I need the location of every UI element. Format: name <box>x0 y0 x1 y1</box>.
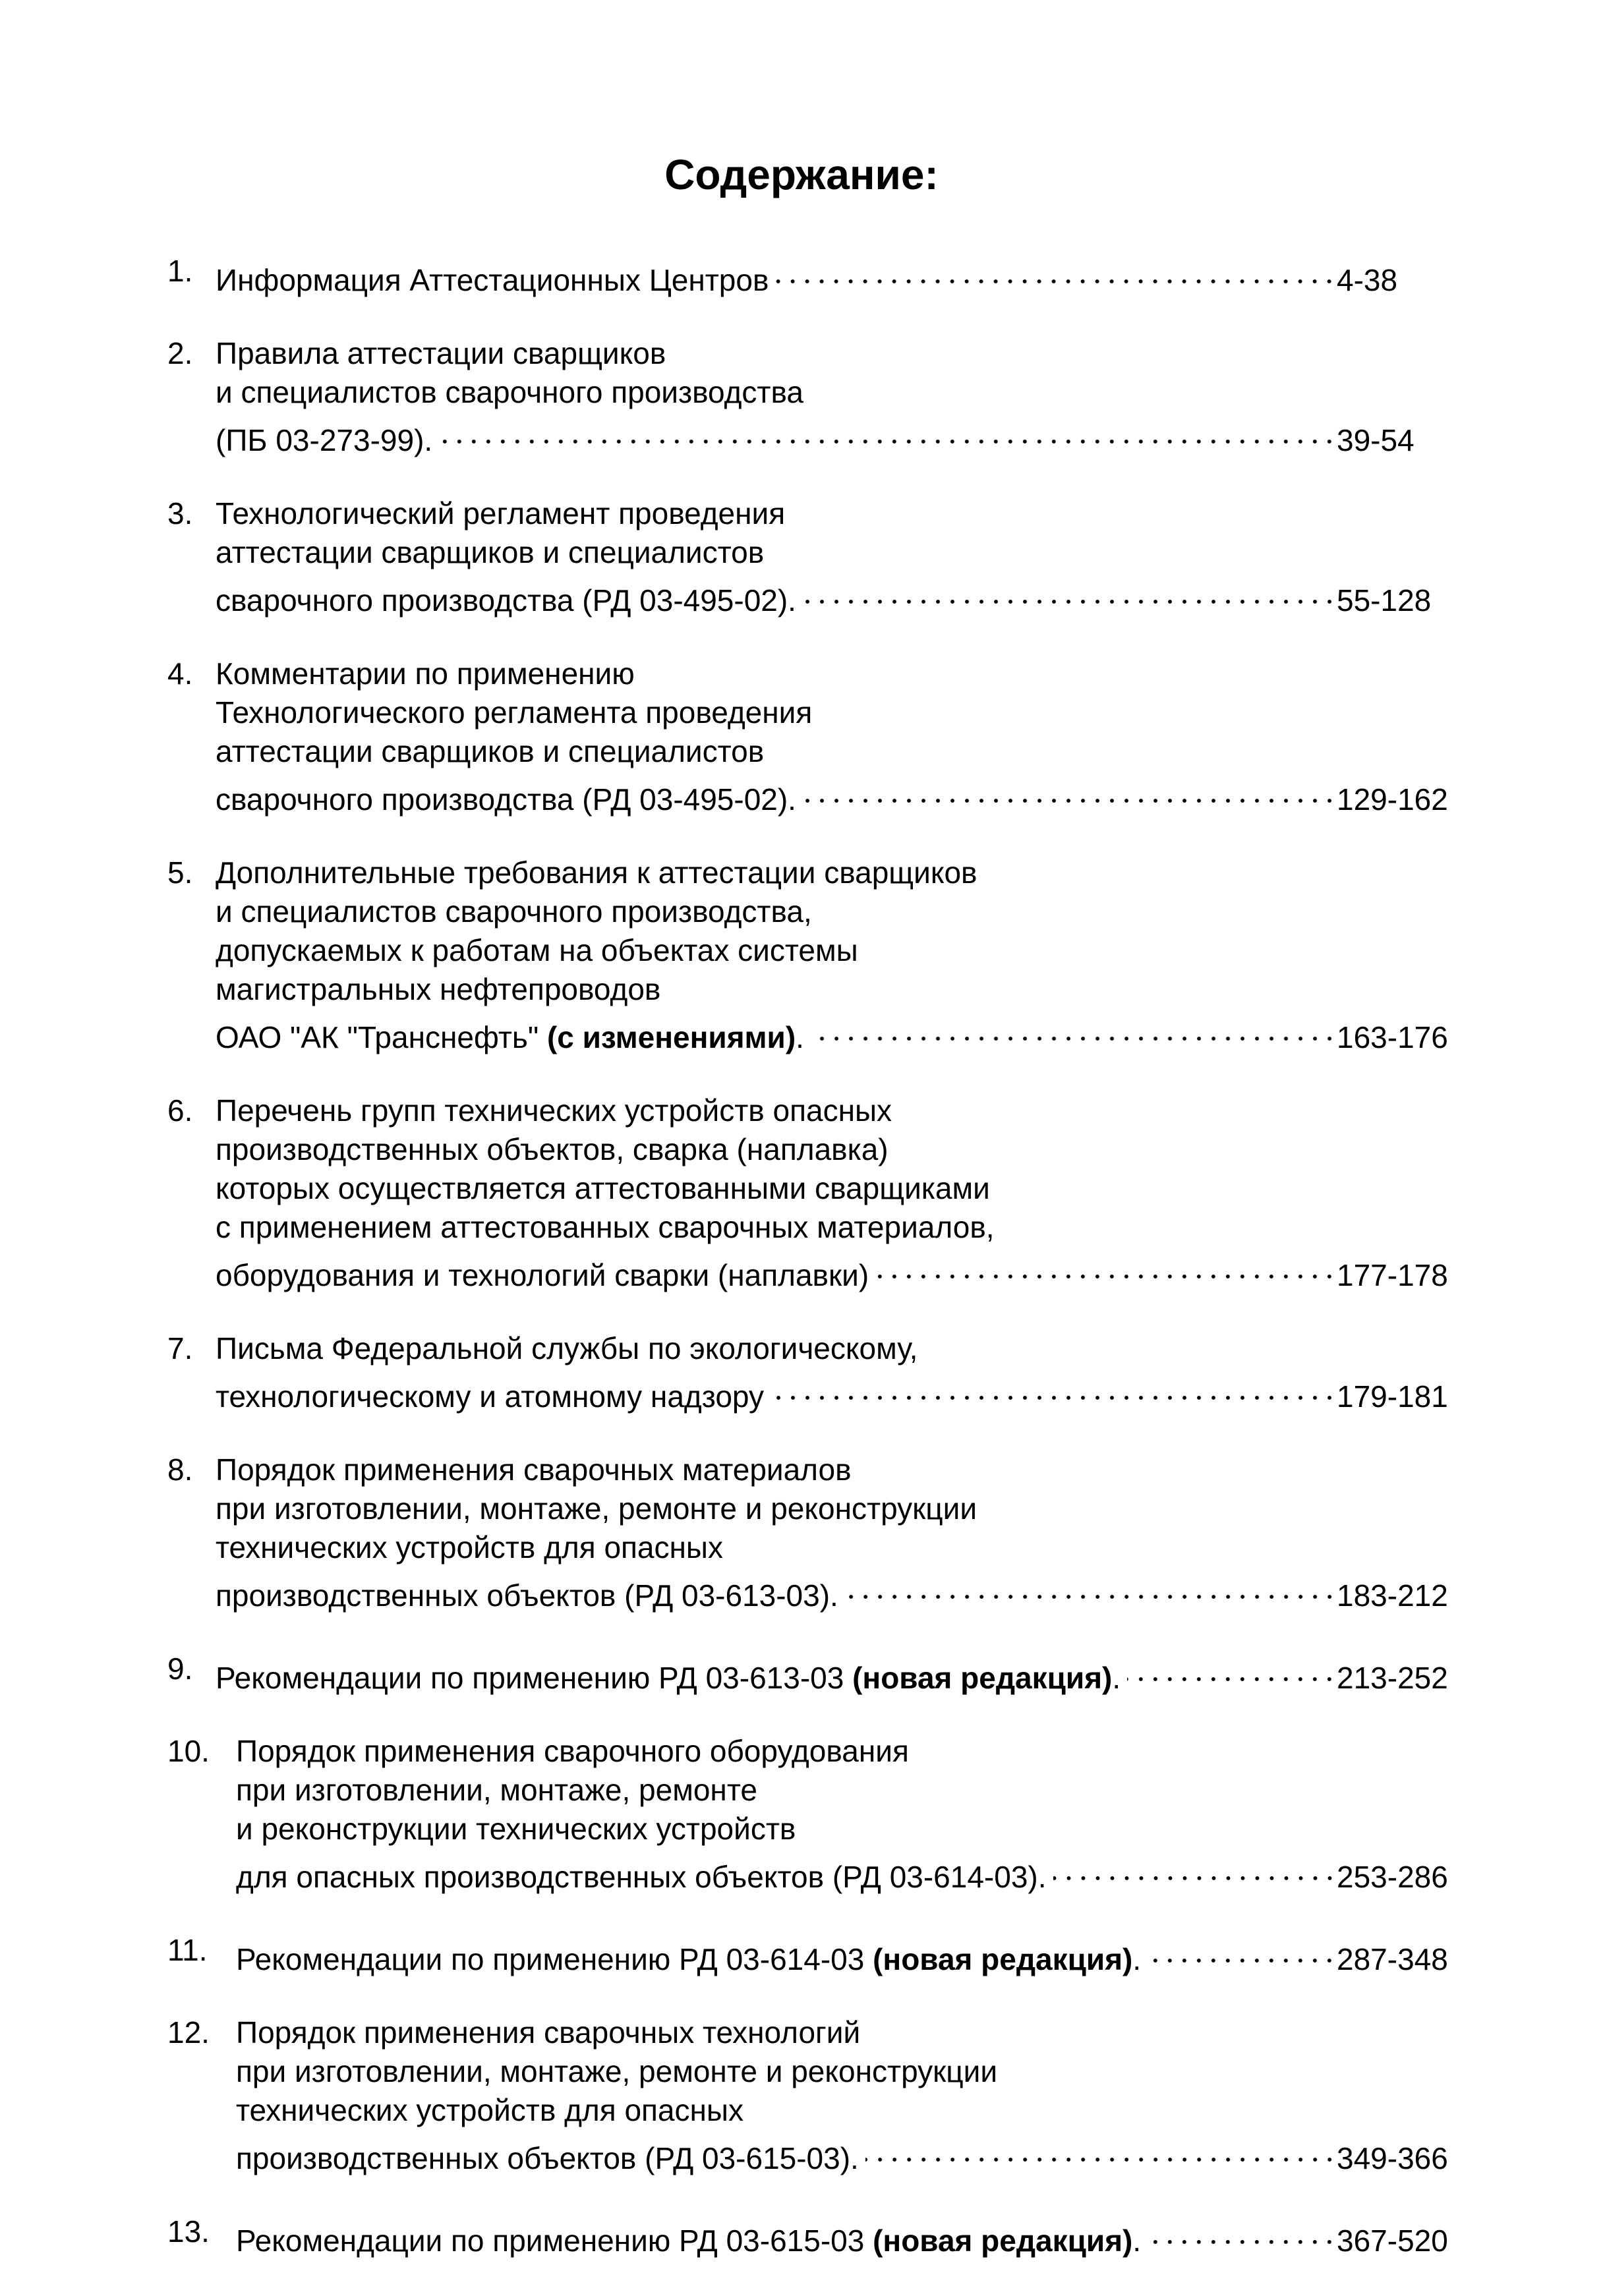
entry-title-line: и специалистов сварочного производства <box>216 375 803 409</box>
entry-number: 8. <box>167 1452 193 1487</box>
entry-last-line <box>216 1247 1486 1295</box>
entry-bold-note: (с изменениями) <box>546 1020 796 1054</box>
entry-title-line: и реконструкции технических устройств <box>236 1812 796 1846</box>
entry-number: 3. <box>167 496 193 531</box>
entry-title-line <box>236 1858 1047 1897</box>
entry-bold-note: (новая редакция) <box>873 2224 1133 2258</box>
entry-title-line: Технологический регламент проведения <box>216 496 786 531</box>
toc-entry[interactable] <box>167 1650 1486 1698</box>
entry-number: 12. <box>167 2015 210 2050</box>
dot-leader <box>845 1567 1337 1606</box>
entry-last-line <box>216 1650 1486 1698</box>
page-range: 129-162 <box>1337 782 1448 817</box>
entry-title-line <box>216 1576 838 1615</box>
entry-text: производственных объектов (РД 03-615-03). <box>236 2141 859 2175</box>
entry-title-line: с применением аттестованных сварочных материалов, <box>216 1210 995 1244</box>
entry-text: производственных объектов (РД 03-613-03). <box>216 1578 838 1613</box>
entry-number: 1. <box>167 254 193 288</box>
entry-title-line: которых осуществляется аттестованными сварщиками <box>216 1171 990 1205</box>
entry-title-line: допускаемых к работам на объектах системы <box>216 933 858 967</box>
entry-body <box>216 1329 1486 1416</box>
page-range: 179-181 <box>1337 1379 1448 1414</box>
dot-leader <box>865 2130 1337 2169</box>
page-range: 55-128 <box>1337 583 1432 617</box>
toc-entry[interactable] <box>167 1091 1486 1295</box>
entry-title-line: при изготовлении, монтаже, ремонте и реконструкции <box>236 2054 998 2088</box>
entry-body <box>216 1091 1486 1295</box>
entry-title-line <box>216 261 769 300</box>
entry-text: (ПБ 03-273-99). <box>216 423 433 457</box>
page-range: 213-252 <box>1337 1661 1448 1695</box>
entry-body <box>216 494 1486 620</box>
entry-title-line: Порядок применения сварочных технологий <box>236 2015 861 2050</box>
entry-title-line: Дополнительные требования к аттестации сварщиков <box>216 855 977 890</box>
entry-number: 7. <box>167 1331 193 1365</box>
entry-title-line <box>236 2222 1141 2260</box>
entry-text-suffix: . <box>1132 1942 1142 1976</box>
entry-title-line <box>236 2139 859 2178</box>
entry-body <box>216 1450 1486 1615</box>
entry-last-line <box>216 771 1486 819</box>
entry-last-line <box>216 1567 1486 1615</box>
entry-last-line <box>236 2212 1486 2260</box>
entry-body <box>216 252 1486 300</box>
entry-last-line <box>216 1009 1486 1057</box>
entry-title-line <box>216 1377 764 1416</box>
page-range: 177-178 <box>1337 1258 1448 1292</box>
entry-title-line: технических устройств для опасных <box>236 2093 743 2127</box>
entry-body <box>216 334 1486 460</box>
entry-last-line <box>216 412 1486 460</box>
entry-number: 13. <box>167 2214 210 2249</box>
entry-last-line <box>216 1368 1486 1416</box>
page-range: 367-520 <box>1337 2224 1448 2258</box>
entry-body <box>216 1650 1486 1698</box>
entry-number: 9. <box>167 1651 193 1686</box>
toc-entry[interactable] <box>167 1450 1486 1615</box>
entry-last-line <box>216 252 1486 300</box>
entry-text-suffix: . <box>1112 1661 1121 1695</box>
entry-body <box>236 1732 1486 1897</box>
dot-leader <box>439 412 1337 451</box>
entry-number: 11. <box>167 1933 208 1967</box>
entry-title-line: Технологического регламента проведения <box>216 695 813 730</box>
page-range: 349-366 <box>1337 2141 1448 2175</box>
entry-bold-note: (новая редакция) <box>873 1942 1133 1976</box>
toc-entry[interactable] <box>167 853 1486 1057</box>
entry-text: сварочного производства (РД 03-495-02). <box>216 583 796 617</box>
toc-entry[interactable] <box>167 654 1486 819</box>
entry-text: ОАО "АК "Транснефть" <box>216 1020 547 1054</box>
toc-entry[interactable] <box>167 2212 1486 2260</box>
entry-title-line: Порядок применения сварочных материалов <box>216 1452 852 1487</box>
dot-leader <box>1053 1849 1337 1887</box>
entry-title-line <box>216 780 796 819</box>
entry-title-line: магистральных нефтепроводов <box>216 972 661 1006</box>
entry-text: Информация Аттестационных Центров <box>216 263 769 297</box>
dot-leader <box>1148 1931 1337 1970</box>
page-range: 183-212 <box>1337 1578 1448 1613</box>
entry-title-line <box>236 1940 1141 1979</box>
entry-number: 6. <box>167 1093 193 1128</box>
entry-number: 2. <box>167 336 193 370</box>
entry-title-line: Перечень групп технических устройств опасных <box>216 1093 892 1128</box>
dot-leader <box>775 252 1337 291</box>
entry-text-suffix: . <box>796 1020 804 1054</box>
toc-entry[interactable] <box>167 252 1486 300</box>
entry-text: Рекомендации по применению РД 03-614-03 <box>236 1942 873 1976</box>
entry-body <box>236 1931 1486 1979</box>
page-range: 39-54 <box>1337 423 1414 457</box>
entry-title-line: аттестации сварщиков и специалистов <box>216 535 765 569</box>
toc-entry[interactable] <box>167 1732 1486 1897</box>
entry-text: Рекомендации по применению РД 03-613-03 <box>216 1661 853 1695</box>
page-range: 163-176 <box>1337 1020 1448 1054</box>
dot-leader <box>811 1009 1337 1048</box>
entry-title-line: Правила аттестации сварщиков <box>216 336 666 370</box>
entry-title-line <box>216 1659 1121 1698</box>
toc-entry[interactable] <box>167 1329 1486 1416</box>
page-title: Содержание: <box>664 151 939 198</box>
entry-title-line: Комментарии по применению <box>216 656 635 691</box>
entry-title-line: технических устройств для опасных <box>216 1530 723 1564</box>
entry-text: для опасных производственных объектов (РД 03-614-03). <box>236 1860 1047 1894</box>
entry-title-line: Порядок применения сварочного оборудования <box>236 1734 909 1768</box>
entry-text: технологическому и атомному надзору <box>216 1379 764 1414</box>
entry-body <box>236 2212 1486 2260</box>
entry-title-line: при изготовлении, монтаже, ремонте и реконструкции <box>216 1491 977 1526</box>
entry-title-line: и специалистов сварочного производства, <box>216 894 812 929</box>
dot-leader <box>771 1368 1337 1407</box>
table-of-contents <box>167 252 1486 2295</box>
entry-number: 4. <box>167 656 193 691</box>
page-range: 287-348 <box>1337 1942 1448 1976</box>
entry-title-line <box>216 1256 869 1295</box>
entry-last-line <box>236 1849 1486 1897</box>
entry-title-line: аттестации сварщиков и специалистов <box>216 734 765 768</box>
entry-title-line <box>216 581 796 620</box>
entry-title-line: производственных объектов, сварка (наплавка) <box>216 1132 889 1166</box>
toc-entry[interactable] <box>167 334 1486 460</box>
page-range: 253-286 <box>1337 1860 1448 1894</box>
entry-text: Рекомендации по применению РД 03-615-03 <box>236 2224 873 2258</box>
toc-entry[interactable] <box>167 494 1486 620</box>
toc-entry[interactable] <box>167 1931 1486 1979</box>
entry-title-line <box>216 1018 804 1057</box>
entry-body <box>236 2013 1486 2178</box>
entry-body <box>216 654 1486 819</box>
toc-entry[interactable] <box>167 2013 1486 2178</box>
entry-text-suffix: . <box>1132 2224 1142 2258</box>
entry-last-line <box>236 1931 1486 1979</box>
entry-last-line <box>236 2130 1486 2178</box>
entry-body <box>216 853 1486 1057</box>
dot-leader <box>1148 2212 1337 2251</box>
entry-number: 10. <box>167 1734 210 1768</box>
entry-title-line <box>216 421 432 460</box>
page-range: 4-38 <box>1337 263 1398 297</box>
dot-leader <box>875 1247 1337 1286</box>
entry-last-line <box>216 572 1486 620</box>
dot-leader <box>803 572 1337 611</box>
entry-number: 5. <box>167 855 193 890</box>
dot-leader <box>803 771 1337 810</box>
entry-text: оборудования и технологий сварки (наплавки) <box>216 1258 869 1292</box>
entry-title-line: при изготовлении, монтаже, ремонте <box>236 1773 757 1807</box>
dot-leader <box>1127 1650 1337 1688</box>
entry-text: сварочного производства (РД 03-495-02). <box>216 782 796 817</box>
entry-bold-note: (новая редакция) <box>852 1661 1113 1695</box>
entry-title-line: Письма Федеральной службы по экологическому, <box>216 1331 918 1365</box>
